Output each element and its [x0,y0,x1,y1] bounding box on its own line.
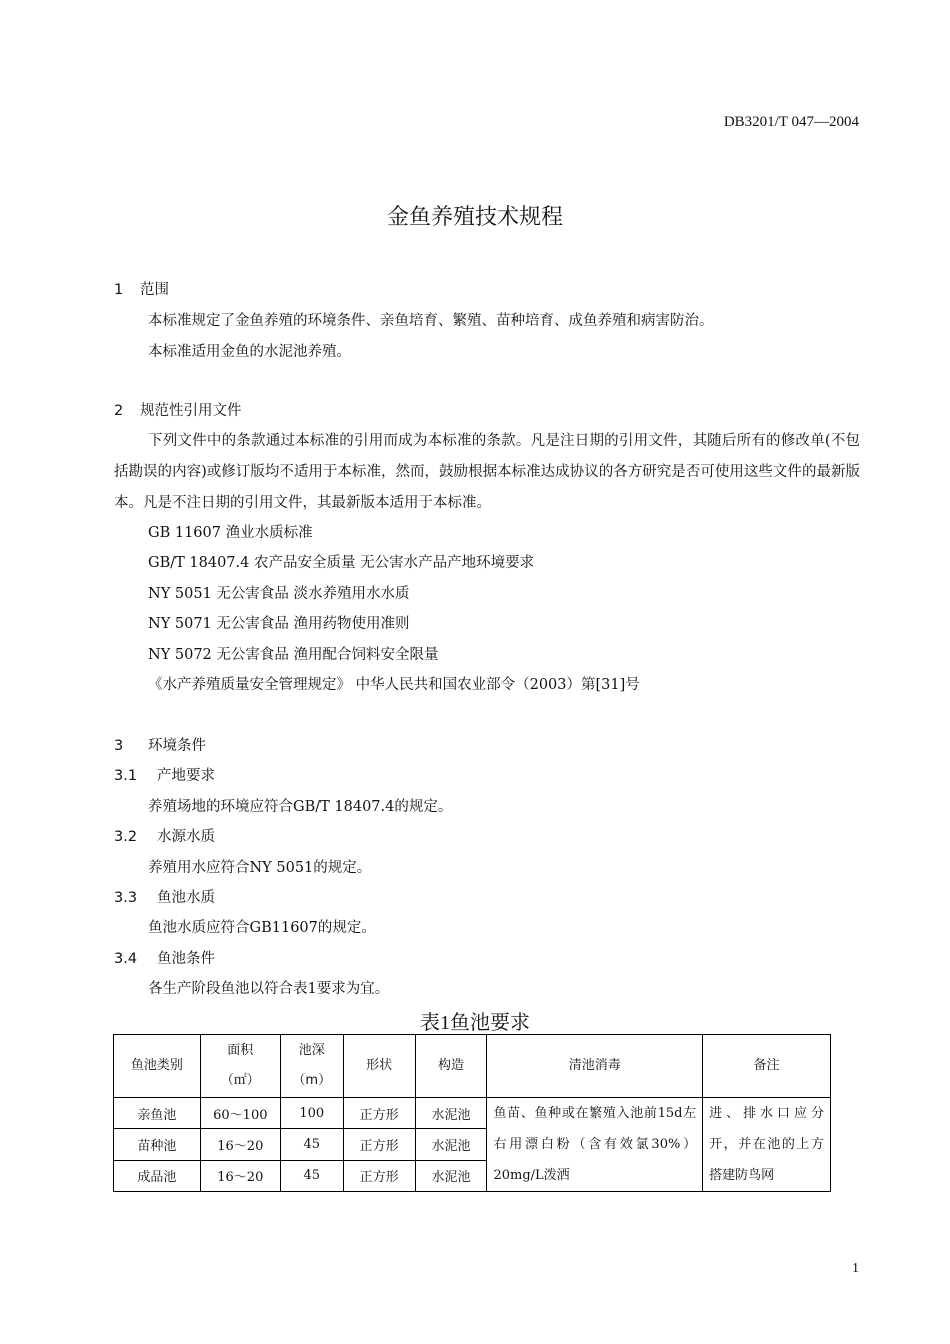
reference-item: 《水产养殖质量安全管理规定》 中华人民共和国农业部令（2003）第[31]号 [148,677,640,693]
header-text: 面积 [227,1043,254,1058]
table-caption: 表1鱼池要求 [420,1012,530,1034]
reference-item: NY 5051 无公害食品 淡水养殖用水水质 [148,586,410,602]
paragraph: 各生产阶段鱼池以符合表1要求为宜。 [148,981,390,997]
paragraph: 养殖用水应符合NY 5051的规定。 [148,860,372,876]
table-cell: 苗种池 [114,1129,201,1160]
disinfect-cell: 鱼苗、鱼种或在繁殖入池前15d左右用漂白粉（含有效氯30%）20mg/L泼洒 [487,1098,703,1192]
section-number: 1 [114,282,124,298]
subsection-title: 水源水质 [157,829,215,845]
paragraph: 养殖场地的环境应符合GB/T 18407.4的规定。 [148,799,453,815]
subsection-title: 鱼池条件 [157,951,215,967]
note-cell: 进、排水口应分开，并在池的上方搭建防鸟网 [703,1098,831,1192]
table-cell: 水泥池 [415,1098,487,1129]
table-header-row [114,1035,831,1098]
paragraph: 本标准适用金鱼的水泥池养殖。 [148,344,351,360]
subsection-heading [114,949,215,969]
table-cell: 水泥池 [415,1129,487,1160]
reference-item: NY 5072 无公害食品 渔用配合饲料安全限量 [148,647,439,663]
subsection-number: 3.2 [114,829,138,845]
header-cell [200,1035,280,1098]
subsection-title: 鱼池水质 [157,890,215,906]
table-cell: 16～20 [200,1129,280,1160]
table-cell: 亲鱼池 [114,1098,201,1129]
section-title: 规范性引用文件 [140,403,242,419]
subsection-heading [114,888,215,908]
header-text: 池深 [298,1043,325,1058]
section-number: 2 [114,403,124,419]
table-cell: 16～20 [200,1160,280,1191]
reference-item: GB 11607 渔业水质标准 [148,525,313,541]
pond-requirements-table [113,1034,831,1192]
table-cell: 正方形 [343,1129,415,1160]
table-cell: 60～100 [200,1098,280,1129]
table-cell: 45 [280,1160,343,1191]
subsection-heading [114,766,215,786]
paragraph: 鱼池水质应符合GB11607的规定。 [148,920,376,936]
document-title: 金鱼养殖技术规程 [386,205,563,230]
paragraph: 下列文件中的条款通过本标准的引用而成为本标准的条款。凡是注日期的引用文件，其随后所有的修改单(不包括勘误的内容)或修订版均不适用于本标准，然而，鼓励根据本标准达成协议的各方研究是否可使用这些文件的最新版本。凡是不注日期的引用文件，其最新版本适用于本标准。 [114,433,860,511]
section-1-heading [114,280,169,300]
header-cell: 清池消毒 [487,1035,703,1098]
subsection-number: 3.3 [114,890,138,906]
header-cell: 构造 [415,1035,487,1098]
subsection-number: 3.4 [114,951,138,967]
table-row [114,1098,831,1129]
section-title: 环境条件 [148,738,206,754]
header-unit: （m） [292,1073,332,1088]
section-2-heading [114,401,242,421]
table-cell: 成品池 [114,1160,201,1191]
reference-item: GB/T 18407.4 农产品安全质量 无公害水产品产地环境要求 [148,555,535,571]
table-cell: 水泥池 [415,1160,487,1191]
subsection-heading [114,827,215,847]
header-cell: 形状 [343,1035,415,1098]
table-cell: 100 [280,1098,343,1129]
section-number: 3 [114,738,124,754]
header-cell: 鱼池类别 [114,1035,201,1098]
page-number: 1 [852,1261,859,1276]
section-title: 范围 [140,282,169,298]
reference-item: NY 5071 无公害食品 渔用药物使用准则 [148,616,410,632]
table-cell: 正方形 [343,1160,415,1191]
paragraph: 本标准规定了金鱼养殖的环境条件、亲鱼培育、繁殖、苗种培育、成鱼养殖和病害防治。 [148,313,714,329]
subsection-title: 产地要求 [157,768,215,784]
header-cell: 备注 [703,1035,831,1098]
header-cell [280,1035,343,1098]
section-3-heading [114,736,206,756]
table-cell: 正方形 [343,1098,415,1129]
table-cell: 45 [280,1129,343,1160]
header-unit: （㎡） [220,1073,260,1088]
subsection-number: 3.1 [114,768,138,784]
document-number: DB3201/T 047—2004 [723,114,859,130]
